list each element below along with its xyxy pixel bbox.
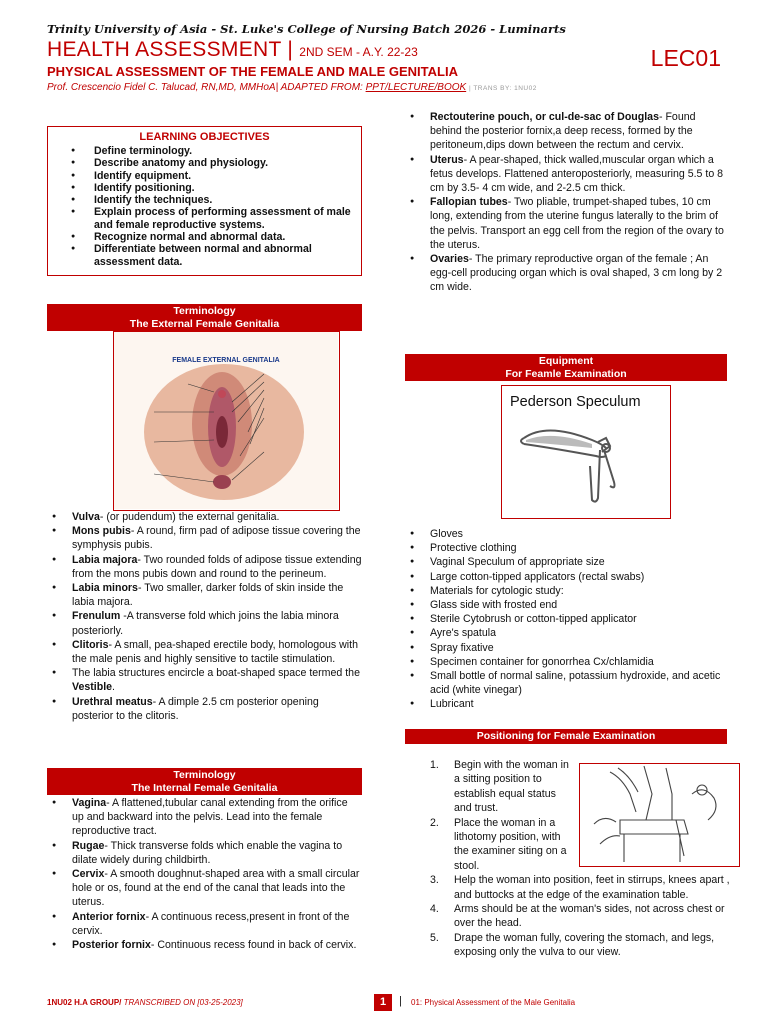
term: Labia minors	[72, 582, 138, 595]
term: Fallopian tubes	[430, 196, 508, 209]
objectives-list	[58, 145, 351, 268]
term: Clitoris	[72, 638, 109, 651]
definition: - The primary reproductive organ of the female ; An egg-cell producing organ which is oval shaped, 3 cm long by 2 cm wide.	[430, 253, 723, 294]
term: Anterior fornix	[72, 910, 146, 923]
speculum-illustration	[502, 386, 669, 517]
objective-item: ● Explain process of performing assessment of male and female reproductive systems.	[58, 206, 351, 231]
list-item	[47, 867, 362, 910]
document-header	[47, 22, 727, 93]
term: Vestible	[72, 681, 113, 694]
professor-name: Prof. Crescencio Fidel C. Talucad, RN,MD, MMHoA| ADAPTED FROM:	[47, 82, 366, 93]
term: Ovaries	[430, 253, 469, 266]
term: Mons pubis	[72, 525, 131, 538]
step-item	[430, 816, 575, 874]
pederson-speculum-figure	[501, 385, 671, 519]
list-item	[47, 666, 362, 694]
list-item: ● Sterile Cytobrush or cotton-tipped applicator	[405, 612, 727, 626]
term: Frenulum	[72, 610, 121, 623]
list-item	[47, 581, 362, 609]
banner-line-2: For Feamle Examination	[505, 367, 627, 380]
definition: - Found behind the posterior fornix,a deep recess, formed by the peritoneum,dips down between the rectum and cervix.	[430, 111, 696, 152]
step-text: Drape the woman fully, covering the stomach, and legs, exposing only the vulva to our view.	[454, 931, 715, 959]
list-item: ● Glass side with frosted end	[405, 598, 727, 612]
definition: - (or pudendum) the external genitalia.	[99, 511, 280, 523]
list-item	[47, 638, 362, 666]
definition: The labia structures encircle a boat-shaped space termed the	[72, 667, 360, 680]
objective-item: ● Identify equipment.	[58, 170, 351, 182]
term: Posterior fornix	[72, 939, 151, 952]
list-item	[405, 252, 727, 295]
definition: - A pear-shaped, thick walled,muscular organ which a fetus develops. Flattened anteroposteriorly, measuring 5.5 to 8 cm by 3.5- 4 cm wide, and 2-2.5 cm thick.	[430, 153, 724, 195]
positioning-steps	[430, 758, 730, 960]
list-item	[47, 938, 362, 952]
positioning-banner	[405, 729, 727, 744]
definition: - A smooth doughnut-shaped area with a small circular hole or os, found at the end of the canal that leads into the uterus.	[72, 868, 360, 909]
school-line: Trinity University of Asia - St. Luke's College of Nursing Batch 2026 - Luminarts	[47, 22, 566, 36]
list-item: ● Specimen container for gonorrhea Cx/chlamidia	[405, 655, 727, 669]
list-item: ● Gloves	[405, 527, 727, 541]
list-item: ● Large cotton-tipped applicators (rectal swabs)	[405, 570, 727, 584]
list-item: ● Materials for cytologic study:	[405, 584, 727, 598]
equipment-list	[405, 527, 727, 712]
term: Urethral meatus	[72, 695, 153, 708]
step-number: 3.	[430, 874, 439, 887]
step-number: 2.	[430, 816, 439, 829]
transcribed-date: TRANSCRIBED ON [03-25-2023]	[121, 998, 243, 1007]
page-footer	[47, 994, 727, 1014]
internal-terms-continued	[405, 110, 727, 295]
positioning-section	[430, 758, 730, 960]
source-link[interactable]: PPT/LECTURE/BOOK	[365, 82, 467, 93]
definition: - Continuous recess found in back of cervix.	[150, 939, 357, 952]
term: Uterus	[430, 153, 464, 166]
list-item	[47, 910, 362, 938]
objective-item: ● Define terminology.	[58, 145, 351, 157]
list-item	[47, 553, 362, 581]
lecture-code: LEC01	[650, 45, 721, 71]
title-separator: |	[281, 38, 300, 61]
footer-group	[47, 998, 243, 1007]
objective-item: ● Describe anatomy and physiology.	[58, 157, 351, 169]
figure-title: FEMALE EXTERNAL GENITALIA	[172, 357, 280, 364]
internal-terms-list-continued	[405, 110, 727, 295]
banner-line-1: Terminology	[173, 769, 236, 781]
objectives-title: LEARNING OBJECTIVES	[139, 131, 270, 143]
banner-line-1: Equipment	[538, 355, 594, 367]
list-item: ● Small bottle of normal saline, potassium hydroxide, and acetic acid (white vinegar)	[405, 669, 727, 697]
list-item	[47, 839, 362, 867]
internal-terms-list	[47, 796, 362, 952]
term: Rectouterine pouch, or cul-de-sac of Douglas	[430, 111, 659, 123]
step-number: 5.	[430, 931, 439, 944]
definition: - Two rounded folds of adipose tissue extending from the mons pubis down and round to the perineum.	[72, 553, 362, 580]
definition: - Two smaller, darker folds of skin inside the labia majora.	[72, 582, 344, 609]
list-item: ● Vaginal Speculum of appropriate size	[405, 555, 727, 569]
step-text: Arms should be at the woman's sides, not across chest or over the head.	[454, 903, 725, 930]
term: Cervix	[72, 868, 105, 881]
definition: - Thick transverse folds which enable the vagina to dilate widely during childbirth.	[72, 839, 343, 866]
footer-title: 01: Physical Assessment of the Male Genitalia	[411, 998, 576, 1007]
list-item	[47, 796, 362, 839]
definition: - A round, firm pad of adipose tissue covering the symphysis pubis.	[72, 525, 361, 552]
definition: - Two pliable, trumpet-shaped tubes, 10 cm long, extending from the uterine fungus laterally to the brim of the pelvis. Transport an egg cell from the region of the ovary to the uterus.	[430, 196, 724, 251]
objective-item: ● Identify the techniques.	[58, 194, 351, 206]
equipment-section	[405, 527, 727, 712]
objective-item: ● Identify positioning.	[58, 182, 351, 194]
step-item	[430, 873, 730, 902]
list-item	[47, 609, 362, 637]
step-number: 4.	[430, 903, 439, 916]
list-item	[405, 110, 727, 153]
title-row	[47, 38, 727, 71]
female-external-genitalia-figure	[113, 331, 340, 511]
external-terms-list	[47, 510, 362, 723]
step-item	[430, 931, 730, 960]
list-item	[405, 153, 727, 196]
group-label: 1NU02 H.A GROUP/	[47, 998, 122, 1007]
footer-separator: |	[399, 995, 402, 1007]
definition: - A continuous recess,present in front of the cervix.	[72, 910, 350, 937]
definition: - A small, pea-shaped erectile body, homologous with the male penis and highly sensitive to tactile stimulation.	[72, 638, 358, 666]
banner-line: Positioning for Female Examination	[476, 730, 656, 742]
term: Rugae	[72, 839, 105, 852]
list-item: ● Lubricant	[405, 697, 727, 711]
banner-line-1: Terminology	[173, 305, 236, 317]
anatomy-illustration	[114, 332, 338, 509]
list-item: ● Ayre's spatula	[405, 626, 727, 640]
equipment-banner	[405, 354, 727, 381]
external-genitalia-banner	[47, 304, 362, 331]
internal-genitalia-banner	[47, 768, 362, 795]
step-text: Place the woman in a lithotomy position, with the examiner siting on a stool.	[454, 816, 567, 872]
step-item	[430, 902, 730, 931]
speculum-figure-title: Pederson Speculum	[510, 394, 641, 410]
external-terms-section	[47, 510, 362, 723]
term: Vagina	[72, 797, 107, 809]
list-item	[47, 510, 362, 524]
step-number: 1.	[430, 759, 439, 771]
punctuation: .	[112, 681, 115, 694]
step-text: Begin with the woman in a sitting position to establish equal status and trust.	[454, 759, 569, 815]
page-number: 1	[374, 994, 392, 1011]
course-title: HEALTH ASSESSMENT	[47, 38, 282, 61]
list-item: ● Spray fixative	[405, 641, 727, 655]
list-item	[47, 695, 362, 723]
definition: -A transverse fold which joins the labia minora posteriorly.	[72, 610, 339, 637]
definition: - A dimple 2.5 cm posterior opening posterior to the clitoris.	[72, 695, 319, 722]
banner-line-2: The Internal Female Genitalia	[131, 781, 278, 794]
learning-objectives-box	[47, 126, 362, 276]
professor-line	[47, 82, 727, 93]
step-item	[430, 758, 575, 816]
objective-item: ● Recognize normal and abnormal data.	[58, 231, 351, 243]
transcriber-label: | TRANS BY: 1NU02	[468, 85, 537, 92]
list-item	[47, 524, 362, 552]
internal-terms-section	[47, 796, 362, 952]
list-item	[405, 195, 727, 252]
semester-label: 2ND SEM - A.Y. 22-23	[299, 45, 418, 59]
banner-line-2: The External Female Genitalia	[129, 317, 280, 330]
document-subtitle: PHYSICAL ASSESSMENT OF THE FEMALE AND MALE GENITALIA	[47, 64, 458, 79]
definition: - A flattened,tubular canal extending from the orifice up and backward into the pelvis. Lead into the female reproductive tract.	[72, 797, 348, 838]
list-item: ● Protective clothing	[405, 541, 727, 555]
term: Vulva	[72, 511, 100, 523]
term: Labia majora	[72, 553, 138, 566]
objective-item: ● Differentiate between normal and abnormal assessment data.	[58, 243, 351, 268]
step-text: Help the woman into position, feet in stirrups, knees apart , and buttocks at the edge of the examination table.	[454, 874, 730, 901]
